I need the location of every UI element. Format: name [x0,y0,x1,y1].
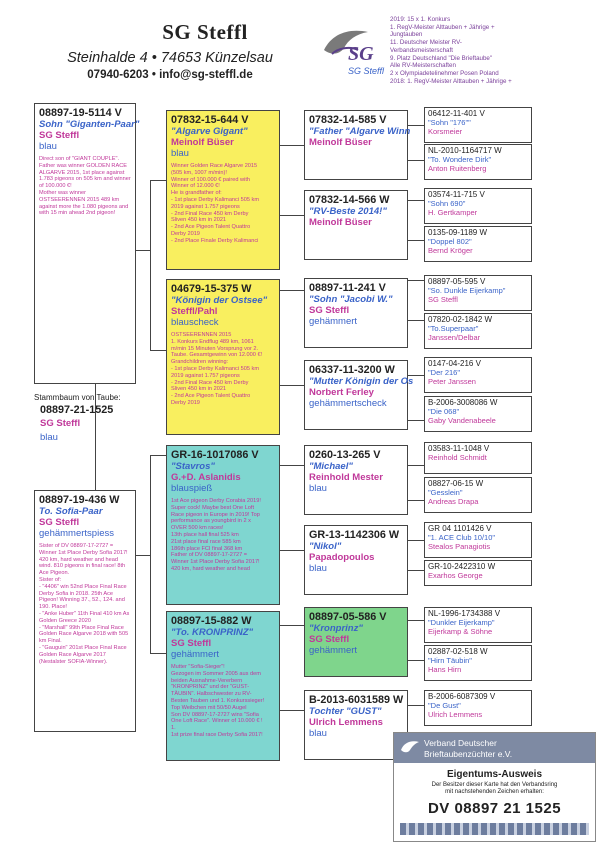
great-grandparent-card[interactable] [424,226,532,262]
grandparent-card[interactable] [304,190,408,260]
connector-line [150,653,166,654]
ring-number: 07832-14-585 V [309,114,387,126]
ring-number: 07832-15-644 V [171,114,249,126]
ring-number: 08897-15-882 W [171,615,252,627]
ownership-card [393,732,596,842]
connector-line [280,710,304,711]
ring-number: GR-16-1017086 V [171,449,259,461]
achievement-line: 9. Platz Deutschland "Die Brieftaube" [390,54,493,62]
pigeon-breeder: Meinolf Büser [171,137,234,148]
pigeon-breeder: Bernd Kröger [428,246,473,255]
great-grandparent-card[interactable] [424,477,532,513]
connector-line [408,320,424,321]
ring-number: 06412-11-401 V [428,109,485,118]
pigeon-name: "Stavros" [171,461,215,472]
connector-line [408,280,424,281]
connector-line [408,500,424,501]
connector-line [280,465,304,466]
ring-number: 06337-11-3200 W [309,364,395,376]
ring-number: B-2013-6031589 W [309,694,404,706]
great-grandparent-card[interactable] [424,144,532,180]
pigeon-breeder: Peter Janssen [428,377,476,386]
great-grandparent-card[interactable] [424,690,532,726]
pigeon-name: "To. Wondere Dirk" [428,155,492,164]
connector-line [280,215,304,216]
card-org-line: Brieftaubenzüchter e.V. [424,749,513,759]
grandparent-card[interactable] [304,445,408,515]
logo-letters: SG [348,43,374,65]
card-ring-number: DV 08897 21 1525 [427,800,562,817]
great-grandparent-card[interactable] [424,396,532,432]
great-grandparent-card[interactable] [424,313,532,349]
connector-line [280,550,304,551]
connector-line [150,180,151,350]
ring-number: 03583-11-1048 V [428,444,490,453]
connector-line [150,350,166,351]
pigeon-name: "Mutter Königin der Os [309,376,414,387]
pigeon-breeder: H. Gertkamper [428,208,478,217]
achievement-line: 2018: 1. RegV-Meister Alttauben + Jährige + [390,77,512,85]
connector-line [408,540,424,541]
ring-number: GR-10-2422310 W [428,562,496,571]
pigeon-name: "Nikol" [309,541,342,552]
great-grandparent-card[interactable] [424,560,532,586]
pigeon-breeder: Reinhold Mester [309,472,383,483]
pigeon-description: Sister of DV 08897-17-2727 = Winner 1st Place Derby Sofia 2017! 420 km, hard weather and head wind. 810 pigeons in final race! 8th Ace Pigeon. Sister of: - "4406" win 52nd Place Final Race Derby Sofia in 2018. 25th Ace Pigeon! Winning 37., 52., 124. and 190. Place! - "Anke Huber" 11th Final 410 km As Golden Greece 2020 - "Marshall" 99th Place Final Race Golden Race Algarve 2018 with 505 km Final. - "Gauguin" 201st Place Final Race Golden Race Algarve 2017 (Nestalster SOFIA-Winner). [39,543,130,665]
pigeon-color: blau [171,148,189,159]
ring-number: 07820-02-1842 W [428,315,493,324]
pigeon-breeder: Stealos Panagiotis [428,542,491,551]
connector-line [408,240,424,241]
pigeon-breeder: Gaby Vandenabeele [428,416,496,425]
connector-line [408,420,424,421]
pigeon-name: Tochter "GUST" [309,706,382,717]
connector-line [136,555,150,556]
ring-number: 0147-04-216 V [428,359,481,368]
grandparent-card[interactable] [304,110,411,180]
card-text: mit nachstehenden Zeichen erhalten: [445,789,544,795]
pigeon-color: gehämmertspiess [39,528,114,539]
pigeon-name: "De Gust" [428,701,461,710]
pigeon-name: To. Sofia-Paar [39,506,103,517]
card-decorative-band [400,823,589,835]
pigeon-name: "Michael" [309,461,353,472]
pigeon-breeder: Ulrich Lemmens [428,710,483,719]
great-grandparent-card[interactable] [424,188,532,224]
breeder-title: SG Steffl [162,20,248,44]
pigeon-name: "Sohn 690" [428,199,466,208]
pigeon-color: blau [309,563,327,574]
pigeon-name: "Kronprinz" [309,623,363,634]
logo-word: SG Steffl [348,66,385,76]
pigeon-color: blauspieß [171,483,213,494]
breeder-contact: 07940-6203 • info@sg-steffl.de [87,69,253,81]
pedigree-breeder: SG Steffl [40,418,81,429]
pigeon-color: blau [309,483,327,494]
connector-line [408,705,424,706]
great-grandparent-card[interactable] [424,107,532,143]
pigeon-breeder: SG Steffl [39,130,80,141]
pigeon-breeder: G.+D. Aslanidis [171,472,241,483]
connector-line [408,660,424,661]
pigeon-breeder: Steffl/Pahl [171,306,218,317]
connector-line [408,125,424,126]
pedigree-color: blau [40,432,58,443]
ring-number: B-2006-6087309 V [428,692,496,701]
pigeon-breeder: Eijerkamp & Söhne [428,627,493,636]
pigeon-color: gehämmert [309,645,358,656]
pigeon-description: 1st Ace pigeon Derby Corabia 2019! Super cock! Maybe best One Loft Race pigeon in Europe in 2019! Top performance as youngbird in 2 x OVER 500 km races! 13th place hall final 525 km 21st place final race 585 km 186th place FCI final 368 km Father of DV 08897-17-2727 = Winner 1st Place Derby Sofia 2017! 420 km, hard weather and head [171,498,261,572]
achievement-line: Alle RV-Meisterschaften [390,62,456,70]
connector-line [408,465,424,466]
pigeon-name: "1. ACE Club 10/10" [428,533,496,542]
connector-line [408,570,424,571]
pigeon-name: "Königin der Ostsee" [171,295,268,306]
ring-number: NL-1996-1734388 V [428,609,501,618]
dam-pigeon-card[interactable] [34,490,136,732]
ring-number: 08897-19-5114 V [39,107,122,119]
pigeon-emblem-icon [398,736,422,760]
pigeon-description: OSTSEERENNEN 2015 1. Konkurs Endflug 489 km, 1061 m/min 15 Minuten Vorsprung vor 2. Taube. Gesamtgewinn von 12.000 €! Grandchildren winning: - 1st place Derby Kalimanci 505 km 2019 against 1.757 pigeons - 2nd Final Race 450 km Derby Sliven 450 km in 2021 - 2nd Ace Pigeon Talent Quattro Derby 2019 [171,332,263,406]
ring-number: NL-2010-1164717 W [428,146,502,155]
connector-line [408,160,424,161]
great-grandparent-card[interactable] [424,357,532,393]
pigeon-breeder: Exarhos George [428,571,483,580]
pigeon-breeder: Norbert Ferley [309,387,374,398]
grandparent-card[interactable] [304,607,408,677]
pigeon-name: "Father "Algarve Winn [309,126,411,137]
pigeon-color: gehämmert [309,316,358,327]
great-grandparent-card[interactable] [424,607,532,643]
ring-number: 08827-06-15 W [428,479,484,488]
pigeon-name: "Die 068" [428,407,460,416]
pigeon-name: "To.Superpaar" [428,324,479,333]
pigeon-breeder: Anton Ruitenberg [428,164,487,173]
connector-line [280,625,304,626]
pigeon-breeder: Janssen/Delbar [428,333,481,342]
pigeon-name: "Sohn "176"" [428,118,471,127]
connector-line [150,455,166,456]
pigeon-color: gehämmertscheck [309,398,387,409]
parent-card[interactable] [166,445,280,605]
ring-number: GR 04 1101426 V [428,524,492,533]
card-text: Der Besitzer dieser Karte hat den Verbandsring [431,782,558,788]
pedigree-label: Stammbaum von Taube: [34,393,121,402]
ring-number: 03574-11-715 V [428,190,485,199]
connector-line [408,620,424,621]
ring-number: 0260-13-265 V [309,449,381,461]
parent-card[interactable] [166,279,280,435]
pigeon-breeder: Hans Hirn [428,665,462,674]
pigeon-breeder: Andreas Drapa [428,497,479,506]
pigeon-name: "Der 216" [428,368,461,377]
pigeon-name: "Dunkler Eijerkamp" [428,618,495,627]
ring-number: 08897-05-595 V [428,277,486,286]
great-grandparent-card[interactable] [424,522,532,558]
pigeon-color: gehämmert [171,649,220,660]
grandparent-card[interactable] [304,525,408,595]
pigeon-name: "Algarve Gigant" [171,126,248,137]
pigeon-name: Sohn "Giganten-Paar" [39,119,140,130]
pigeon-name: "Sohn "Jacobi W." [309,294,393,305]
achievement-line: 2 x Olympiadetelinehmer Posen Poland [390,69,499,77]
pigeon-color: blau [39,141,57,152]
pigeon-breeder: SG Steffl [171,638,212,649]
ring-number: 08897-05-586 V [309,611,387,623]
achievement-line: 1. RegV-Meister Alttauben + Jährige + [390,23,495,31]
parent-card[interactable] [166,110,280,270]
pigeon-name: "RV-Beste 2014!" [309,206,387,217]
pigeon-breeder: SG Steffl [428,295,458,304]
pigeon-breeder: SG Steffl [309,634,350,645]
connector-line [150,180,166,181]
ring-number: 0135-09-1189 W [428,228,487,237]
connector-line [136,250,150,251]
pigeon-name: "So. Dunkle Eijerkamp" [428,286,506,295]
ring-number: GR-13-1142306 W [309,529,400,541]
achievement-line: Verbandsmeisterschaft [390,46,453,54]
pigeon-breeder: Reinhold Schmidt [428,453,487,462]
connector-line [408,200,424,201]
pigeon-breeder: SG Steffl [309,305,350,316]
pigeon-name: "Doppel 802" [428,237,472,246]
connector-line [280,385,304,386]
achievements-list [390,16,598,85]
pigeon-logo-icon [318,20,385,78]
ring-number: 08897-11-241 V [309,282,386,294]
pigeon-breeder: Meinolf Büser [309,217,372,228]
connector-line [280,145,304,146]
ring-number: 02887-02-518 W [428,647,488,656]
connector-line [150,455,151,653]
pigeon-color: blau [309,728,327,739]
pigeon-description: Direct son of "GIANT COUPLE". Father was winner GOLDEN RACE ALGARVE 2015, 1st place against 1.783 pigeons on 505 km and winner of 100.000 €! Mother was winner OSTSEERENNEN 2015 489 km against more the 1.080 pigeons and with 15 min ahead 2nd pigeon! [39,156,131,217]
pigeon-breeder: Ulrich Lemmens [309,717,383,728]
achievement-line: 11. Deutscher Meister RV- [390,39,462,47]
great-grandparent-card[interactable] [424,275,532,311]
ring-number: 07832-14-566 W [309,194,390,206]
connector-line [280,290,304,291]
pigeon-name: "To. KRONPRINZ" [171,627,254,638]
achievement-line: Jungtauben [390,31,423,39]
great-grandparent-card[interactable] [424,442,532,474]
pigeon-breeder: Korsmeier [428,127,463,136]
ring-number: 04679-15-375 W [171,283,252,295]
card-org-line: Verband Deutscher [424,738,497,748]
pedigree-ring: 08897-21-1525 [40,404,114,416]
pigeon-breeder: SG Steffl [39,517,80,528]
achievement-line: 2019: 15 x 1. Konkurs [390,16,451,23]
pigeon-description: Winner Golden Race Algarve 2015 (505 km, 1007 m/min)! Winner of 100.000 € paired with Winner of 12.000 €! He is grandfather of: - 1st place Derby Kalimanci 505 km 2019 against 1.757 pigeons - 2nd Final Race 450 km Derby Sliven 450 km in 2021 - 2nd Ace Pigeon Talent Quattro Derby 2019 - 2nd Place Finale Derby Kalimanci [171,163,259,244]
grandparent-card[interactable] [304,360,414,430]
pigeon-breeder: Meinolf Büser [309,137,372,148]
pigeon-breeder: Papadopoulos [309,552,375,563]
pigeon-name: "Gesslein" [428,488,463,497]
pigeon-color: blauscheck [171,317,219,328]
ring-number: B-2006-3008086 W [428,398,498,407]
subject-pigeon-card[interactable] [34,103,140,384]
card-heading: Eigentums-Ausweis [446,769,543,780]
grandparent-card[interactable] [304,278,408,348]
pigeon-description: Mutter "Sofia-Sieger"! Gezogen im Sommer 2005 aus dem beiden Ausnahme-Vererbern "KRONPRINZ" und der "GUST- TÄUBIN". Halbschwester zu RV- Besten Tauben und 1. Konkurssieger! Top Weibchen mit 50/50 Augel Son DV 08897-17-2727 wins "Sofia One Loft Race". Winner of 10.000 € ! 1. 1st prize final race Derby Sofia 2017! [171,664,265,738]
parent-card[interactable] [166,611,280,761]
ring-number: 08897-19-436 W [39,494,120,506]
breeder-address: Steinhalde 4 • 74653 Künzelsau [67,50,273,66]
great-grandparent-card[interactable] [424,645,532,681]
pigeon-name: "Hirn Täubin" [428,656,472,665]
